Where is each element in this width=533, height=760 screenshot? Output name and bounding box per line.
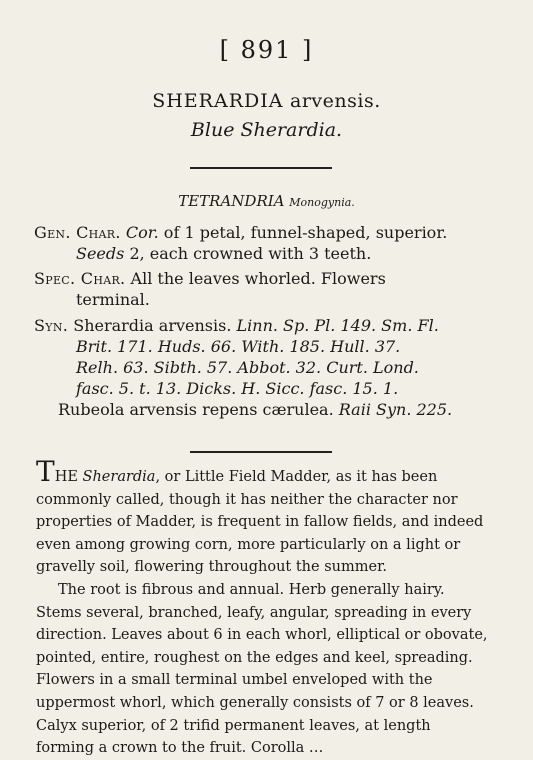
- syn-text: Relh. 63. Sibth. 57. Abbot. 32. Curt. Lond.: [76, 358, 419, 377]
- class-name: TETRANDRIA: [178, 192, 285, 210]
- specific-character: [34, 268, 504, 310]
- genus-name: SHERARDIA: [152, 90, 284, 112]
- syn-text: Rubeola arvensis repens cærulea.: [58, 400, 334, 419]
- gen-char-text: Seeds: [76, 244, 125, 263]
- paragraph: THE Sherardia, or Little Field Madder, as it has been commonly called, though it has neither the character nor properties of Madder, is frequent in fallow fields, and indeed even among growing corn, more particularly on a light or gravelly soil, flowering throughout the summer.: [36, 455, 484, 576]
- gen-char-text: of 1 petal, funnel-shaped, superior.: [158, 223, 448, 242]
- drop-cap: T: [36, 455, 55, 488]
- spec-char-text: All the leaves whorled. Flowers: [130, 269, 386, 288]
- syn-text: fasc. 5. t. 13. Dicks. H. Sicc. fasc. 15. 1.: [76, 379, 399, 398]
- divider-rule: [190, 167, 332, 169]
- syn-text: Brit. 171. Huds. 66. With. 185. Hull. 37.: [76, 337, 401, 356]
- description-text: [36, 455, 490, 760]
- syn-text: Raii Syn. 225.: [338, 400, 453, 419]
- syn-text: Linn. Sp. Pl. 149. Sm. Fl.: [236, 316, 439, 335]
- order-name: Monogynia.: [289, 196, 355, 209]
- spec-char-text: terminal.: [76, 290, 150, 309]
- syn-text: Sherardia arvensis.: [73, 316, 232, 335]
- syn-label: Syn.: [34, 316, 69, 335]
- spec-char-label: Spec. Char.: [34, 269, 126, 288]
- gen-char-text: 2, each crowned with 3 teeth.: [124, 244, 372, 263]
- common-name: Blue Sherardia.: [190, 119, 343, 141]
- synonymy: [34, 315, 504, 420]
- gen-char-text: Cor.: [125, 223, 159, 242]
- species-epithet: arvensis.: [290, 90, 381, 112]
- linnaean-classification: [0, 192, 533, 210]
- paragraph: The root is fibrous and annual. Herb generally hairy. Stems several, branched, leafy, angular, spreading in every direction. Leaves about 6 in each whorl, elliptical or obovate, pointed, entire, roughest on the edges and keel, spreading. Flowers in a small terminal umbel enveloped with the uppermost whorl, which generally consists of 7 or 8 leaves. Calyx superior, of 2 trifid permanent leaves, at length forming a crown to the fruit. Corolla …: [36, 581, 488, 757]
- species-title: [0, 90, 533, 112]
- page-number: [ 891 ]: [219, 36, 314, 64]
- divider-rule: [190, 451, 332, 453]
- generic-character: [34, 222, 504, 264]
- gen-char-label: Gen. Char.: [34, 223, 121, 242]
